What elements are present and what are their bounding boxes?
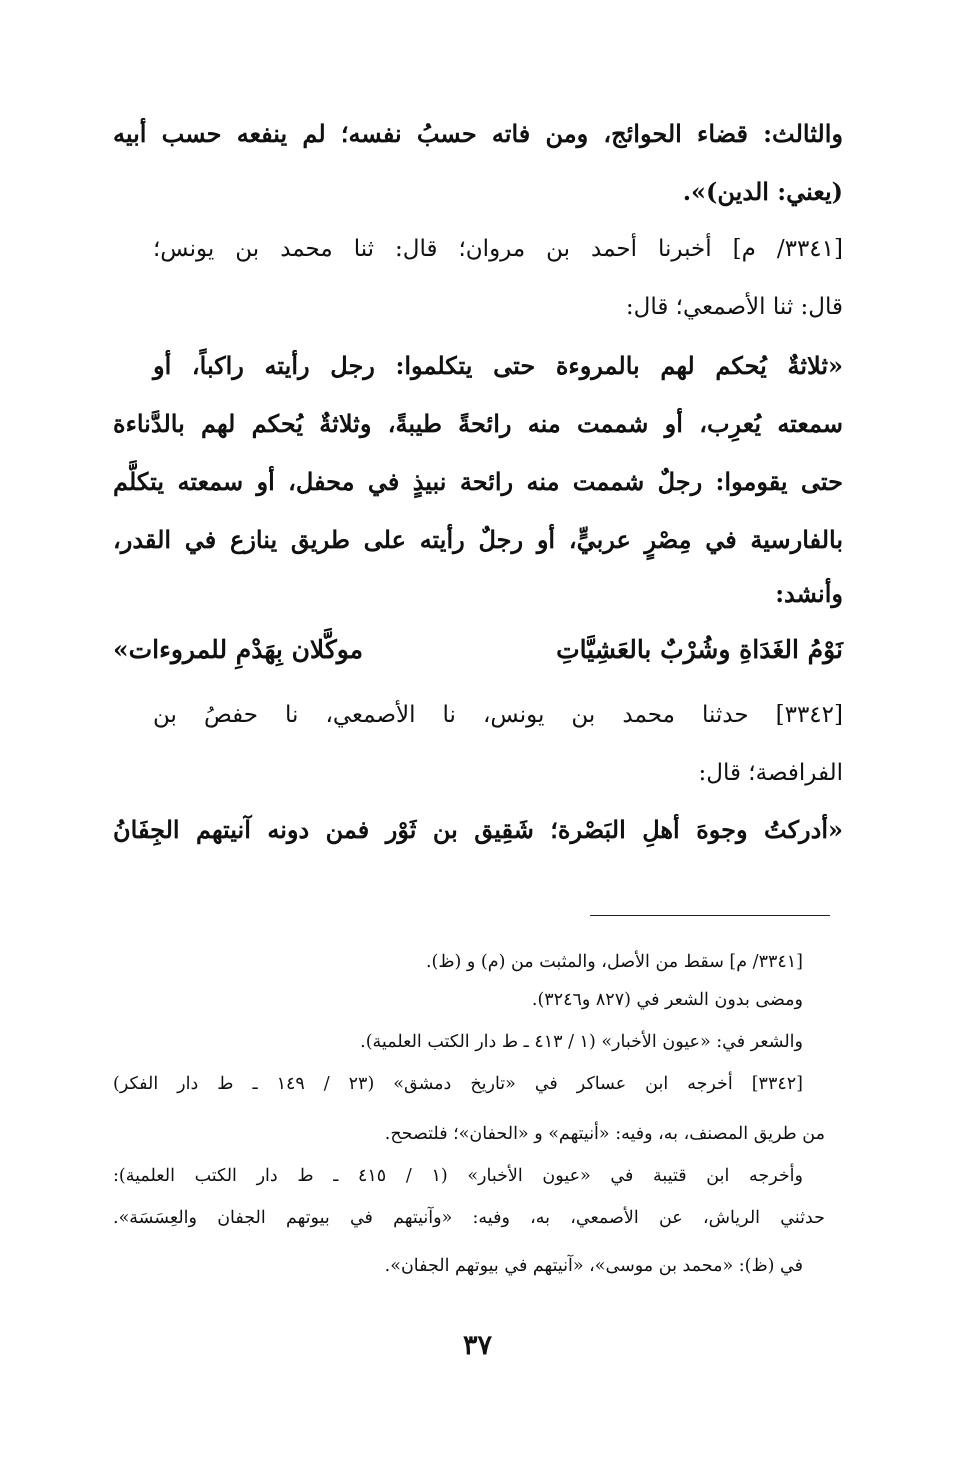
body-line: والثالث: قضاء الحوائج، ومن فاته حسبُ نفسه؛ لم ينفعه حسب أبيه (113, 119, 843, 148)
footnote-line: [٣٣٤٢] أخرجه ابن عساكر في «تاريخ دمشق» (٢٣ / ١٤٩ ـ ط دار الفكر) (113, 1074, 803, 1094)
hadith-number-line: [٣٣٤١/ م] أخبرنا أحمد بن مروان؛ قال: ثنا محمد بن يونس؛ (153, 236, 843, 262)
body-line: (يعني: الدين)». (682, 177, 843, 206)
quote-line: حتى يقوموا: رجلٌ شممت منه رائحة نبيذٍ في محفل، أو سمعته يتكلَّم (113, 467, 844, 496)
footnote-line: والشعر في: «عيون الأخبار» (١ / ٤١٣ ـ ط دار الكتب العلمية). (360, 1032, 803, 1052)
poem-first-hemistich: نَوْمُ الغَدَاةِ وشُرْبٌ بالعَشِيَّاتِ (556, 635, 843, 664)
footnote-line: في (ظ): «محمد بن موسى»، «آنيتهم في بيوتهم الجفان». (384, 1256, 803, 1276)
quote-line: «أدركتُ وجوهَ أهلِ البَصْرة؛ شَقِيق بن ثَوْر فمن دونه آنيتهم الجِفَانُ (113, 815, 843, 844)
poem-verse (113, 635, 843, 675)
footnote-line: حدثني الرياش، عن الأصمعي، به، وفيه: «وآنيتهم في بيوتهم الجفان والعِسَسَة». (113, 1208, 825, 1228)
quote-line: سمعته يُعرِب، أو شممت منه رائحةً طيبةً، وثلاثةٌ يُحكم لهم بالدَّناءة (113, 409, 843, 438)
footnote-line: [٣٣٤١/ م] سقط من الأصل، والمثبت من (م) و (ظ). (425, 952, 803, 972)
poem-second-hemistich: موكَّلان بِهَدْمِ للمروءات» (113, 635, 364, 664)
footnote-separator (590, 915, 830, 916)
quote-line: «ثلاثةٌ يُحكم لهم بالمروءة حتى يتكلموا: رجل رأيته راكباً، أو (153, 351, 843, 380)
footnote-line: من طريق المصنف، به، وفيه: «أنيتهم» و «الحفان»؛ فلتصحح. (384, 1124, 825, 1144)
body-line: الفرافصة؛ قال: (698, 760, 843, 786)
quote-line: وأنشد: (775, 579, 843, 608)
footnote-line: ومضى بدون الشعر في (٨٢٧ و٣٢٤٦). (531, 990, 803, 1010)
page-number: ٣٧ (462, 1330, 492, 1361)
footnote-line: وأخرجه ابن قتيبة في «عيون الأخبار» (١ / ٤١٥ ـ ط دار الكتب العلمية): (113, 1166, 803, 1186)
hadith-number-line: [٣٣٤٢] حدثنا محمد بن يونس، نا الأصمعي، نا حفصُ بن (153, 702, 843, 728)
quote-line: بالفارسية في مِصْرٍ عربيٍّ، أو رجلٌ رأيته على طريق ينازع في القدر، (113, 525, 843, 554)
body-line: قال: ثنا الأصمعي؛ قال: (625, 294, 843, 320)
